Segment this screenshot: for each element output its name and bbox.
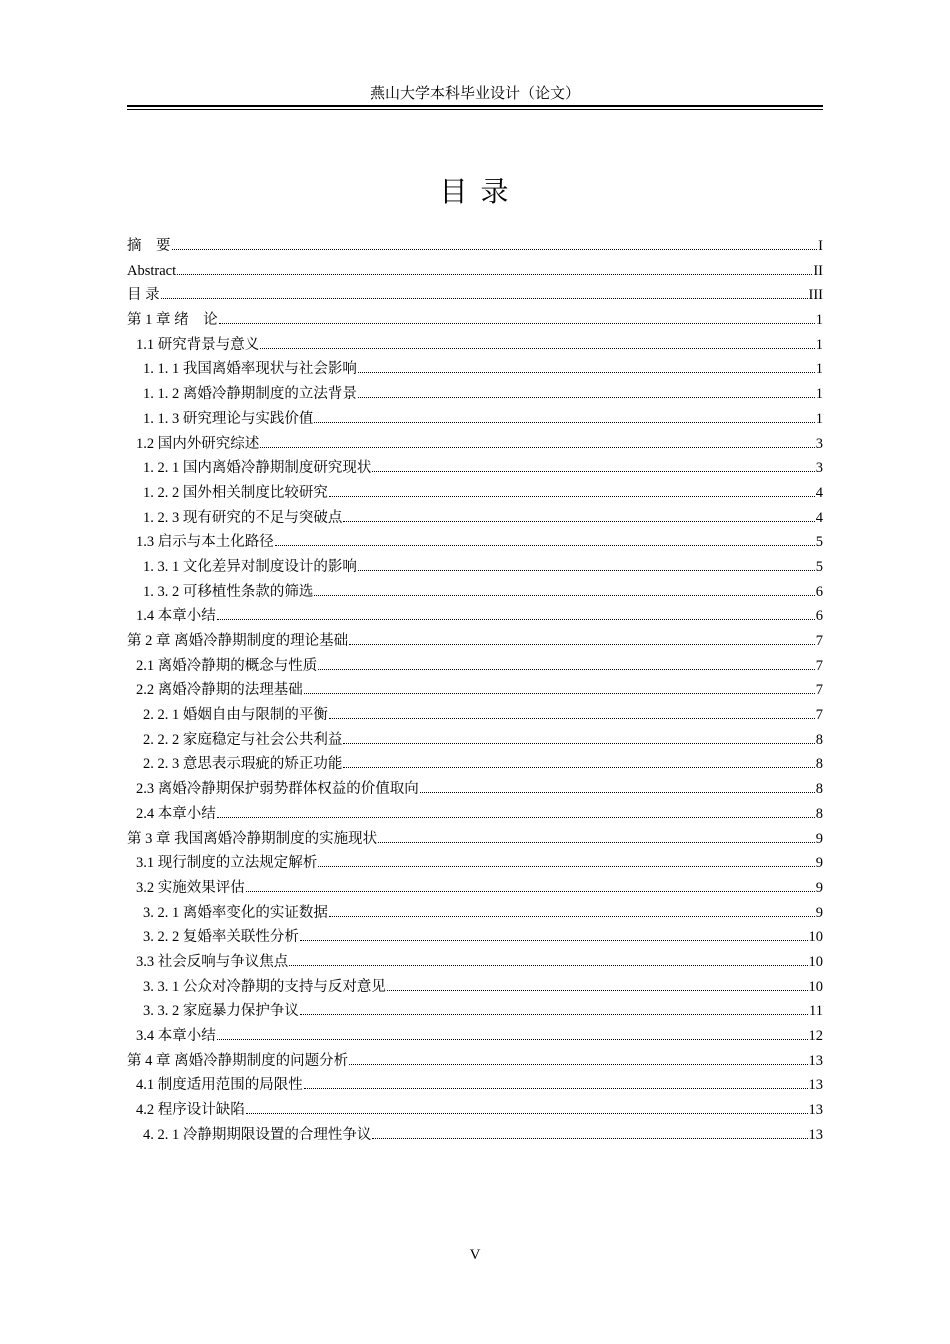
toc-entry-page: 9 [815,830,823,847]
toc-entry-page: 8 [815,756,823,773]
toc-leader-dots [329,495,815,497]
toc-leader-dots [289,964,807,966]
toc-entry-label: 1. 3. 1 文化差异对制度设计的影响 [143,558,357,575]
toc-entry-label: 3.4 本章小结 [136,1028,216,1044]
toc-entry-label: 4. 2. 1 冷静期期限设置的合理性争议 [143,1126,372,1143]
toc-entry-label: 3.1 现行制度的立法规定解析 [136,855,318,872]
toc-entry-page: 1 [815,312,823,329]
toc-entry-page: 10 [808,978,823,995]
toc-entry-label: 3. 3. 2 家庭暴力保护争议 [143,1003,299,1020]
toc-leader-dots [246,890,815,892]
toc-entry-page: 13 [808,1102,823,1119]
toc-entry-page: 7 [815,633,823,649]
toc-entry-page: 13 [808,1126,823,1143]
toc-entry[interactable] [127,629,823,654]
toc-entry[interactable] [127,259,823,284]
toc-entry-page: 8 [815,805,823,822]
toc-entry[interactable] [127,604,823,629]
toc-entry-label: 1.1 研究背景与意义 [136,336,260,353]
toc-entry[interactable] [127,308,823,333]
page-number: V [469,1247,481,1263]
toc-entry-label: 2.3 离婚冷静期保护弱势群体权益的价值取向 [136,781,419,798]
toc-entry-label: 1. 3. 2 可移植性条款的筛选 [143,583,314,600]
toc-entry[interactable] [127,357,823,382]
toc-leader-dots [387,989,808,991]
toc-leader-dots [420,791,815,793]
toc-entry[interactable] [127,802,823,827]
toc-entry-page: 9 [815,879,823,896]
toc-entry-label: 2.4 本章小结 [136,805,216,822]
toc-entry-page: 4 [815,484,823,501]
toc-entry-page: 13 [808,1077,823,1094]
toc-leader-dots [314,421,814,423]
toc-leader-dots [358,371,815,373]
toc-entry-page: 6 [815,583,823,600]
toc-leader-dots [372,470,814,472]
toc-entry-label: 1. 2. 2 国外相关制度比较研究 [143,484,328,501]
toc-leader-dots [343,742,814,744]
toc-entry-page: 4 [815,509,823,526]
toc-entry[interactable] [127,407,823,432]
table-of-contents [127,234,823,1147]
toc-entry-label: Abstract [127,262,177,279]
toc-leader-dots [349,1063,807,1065]
toc-entry-label: 1.2 国内外研究综述 [136,435,260,452]
toc-leader-dots [304,692,815,694]
toc-entry[interactable] [127,851,823,876]
toc-entry[interactable] [127,901,823,926]
toc-entry-page: 13 [808,1052,823,1069]
toc-entry[interactable] [127,506,823,531]
toc-entry-label: 第 4 章 离婚冷静期制度的问题分析 [127,1052,349,1069]
toc-entry[interactable] [127,283,823,308]
toc-leader-dots [358,396,815,398]
toc-leader-dots [349,643,815,645]
header-rule-thin [127,109,823,110]
toc-entry-page: 6 [815,608,823,625]
toc-entry-label: 3.3 社会反响与争议焦点 [136,953,289,970]
toc-entry-page: 3 [815,460,823,477]
toc-entry-page: 11 [809,1003,823,1020]
toc-entry-label: 3.2 实施效果评估 [136,879,245,896]
toc-leader-dots [329,717,815,719]
toc-entry[interactable] [127,925,823,950]
toc-entry[interactable] [127,1123,823,1148]
toc-leader-dots [219,322,815,324]
toc-leader-dots [161,297,808,299]
toc-entry[interactable] [127,580,823,605]
toc-entry-label: 第 3 章 我国离婚冷静期制度的实施现状 [127,830,378,847]
toc-entry-page: 1 [815,336,823,353]
toc-entry-page: II [813,262,823,279]
toc-leader-dots [217,1038,808,1040]
toc-entry-label: 1. 1. 1 我国离婚率现状与社会影响 [143,361,357,378]
toc-entry-page: I [818,238,823,254]
toc-leader-dots [314,594,814,596]
toc-entry[interactable] [127,432,823,457]
toc-entry[interactable] [127,234,823,259]
toc-leader-dots [300,939,808,941]
toc-leader-dots [358,569,815,571]
toc-entry[interactable] [127,703,823,728]
toc-entry[interactable] [127,1073,823,1098]
toc-leader-dots [378,841,815,843]
toc-entry-label: 1. 2. 3 现有研究的不足与突破点 [143,509,343,526]
toc-entry-page: 9 [815,855,823,872]
toc-entry[interactable] [127,752,823,777]
toc-entry[interactable] [127,654,823,679]
toc-entry[interactable] [127,382,823,407]
toc-entry-page: 9 [815,904,823,921]
toc-entry-page: 10 [808,929,823,946]
toc-leader-dots [217,816,815,818]
toc-entry[interactable] [127,481,823,506]
toc-entry-page: 1 [815,361,823,378]
toc-entry[interactable] [127,827,823,852]
toc-entry-page: 5 [815,534,823,551]
toc-entry-label: 1.3 启示与本土化路径 [136,534,274,551]
toc-entry-label: 目 录 [127,287,160,304]
toc-entry[interactable] [127,1024,823,1049]
toc-entry-label: 2. 2. 3 意思表示瑕疵的矫正功能 [143,756,343,773]
toc-entry[interactable] [127,777,823,802]
toc-leader-dots [260,446,815,448]
toc-entry-label: 2. 2. 1 婚姻自由与限制的平衡 [143,707,328,724]
toc-leader-dots [172,248,818,250]
toc-leader-dots [304,1087,808,1089]
toc-leader-dots [343,520,814,522]
toc-entry-label: 1. 1. 3 研究理论与实践价值 [143,410,314,427]
toc-entry-label: 1.4 本章小结 [136,608,216,625]
toc-entry-label: 4.2 程序设计缺陷 [136,1102,245,1119]
toc-entry[interactable] [127,1049,823,1074]
toc-entry[interactable] [127,950,823,975]
toc-entry-page: 8 [815,731,823,748]
toc-entry-page: 8 [815,781,823,798]
toc-entry[interactable] [127,530,823,555]
toc-leader-dots [275,544,815,546]
toc-entry-label: 1. 2. 1 国内离婚冷静期制度研究现状 [143,460,372,477]
toc-leader-dots [318,865,815,867]
toc-entry-page: 1 [815,386,823,403]
toc-entry[interactable] [127,456,823,481]
toc-leader-dots [343,766,814,768]
toc-leader-dots [318,668,815,670]
running-header: 燕山大学本科毕业设计（论文） [369,86,580,102]
toc-leader-dots [329,915,815,917]
toc-entry-page: III [808,287,823,304]
toc-entry-page: 5 [815,558,823,575]
toc-leader-dots [260,347,815,349]
header-rule-thick [127,105,823,107]
toc-entry-label: 第 1 章 绪 论 [127,312,218,329]
toc-entry-label: 3. 2. 1 离婚率变化的实证数据 [143,904,328,921]
toc-entry-page: 7 [815,657,823,674]
toc-entry[interactable] [127,999,823,1024]
toc-entry-page: 10 [808,953,823,970]
toc-entry-page: 1 [815,410,823,427]
toc-entry[interactable] [127,728,823,753]
toc-entry[interactable] [127,555,823,580]
toc-entry-page: 7 [815,682,823,699]
toc-entry[interactable] [127,678,823,703]
toc-leader-dots [246,1112,808,1114]
toc-entry-label: 3. 2. 2 复婚率关联性分析 [143,929,299,946]
toc-leader-dots [300,1013,808,1015]
toc-entry-label: 1. 1. 2 离婚冷静期制度的立法背景 [143,386,357,403]
toc-entry-label: 2. 2. 2 家庭稳定与社会公共利益 [143,731,343,748]
toc-entry-label: 第 2 章 离婚冷静期制度的理论基础 [127,633,349,649]
toc-entry[interactable] [127,333,823,358]
toc-entry-label: 2.1 离婚冷静期的概念与性质 [136,657,318,674]
toc-entry-page: 7 [815,707,823,724]
toc-entry-page: 12 [808,1028,823,1044]
toc-entry-label: 2.2 离婚冷静期的法理基础 [136,682,303,699]
toc-entry-label: 3. 3. 1 公众对冷静期的支持与反对意见 [143,978,386,995]
toc-entry-label: 4.1 制度适用范围的局限性 [136,1077,303,1094]
toc-entry-page: 3 [815,435,823,452]
toc-entry[interactable] [127,1098,823,1123]
toc-entry[interactable] [127,975,823,1000]
toc-leader-dots [217,618,815,620]
toc-entry[interactable] [127,876,823,901]
toc-leader-dots [177,273,812,275]
toc-entry-label: 摘 要 [127,238,171,254]
page-title: 目 录 [439,175,511,208]
toc-leader-dots [372,1137,807,1139]
